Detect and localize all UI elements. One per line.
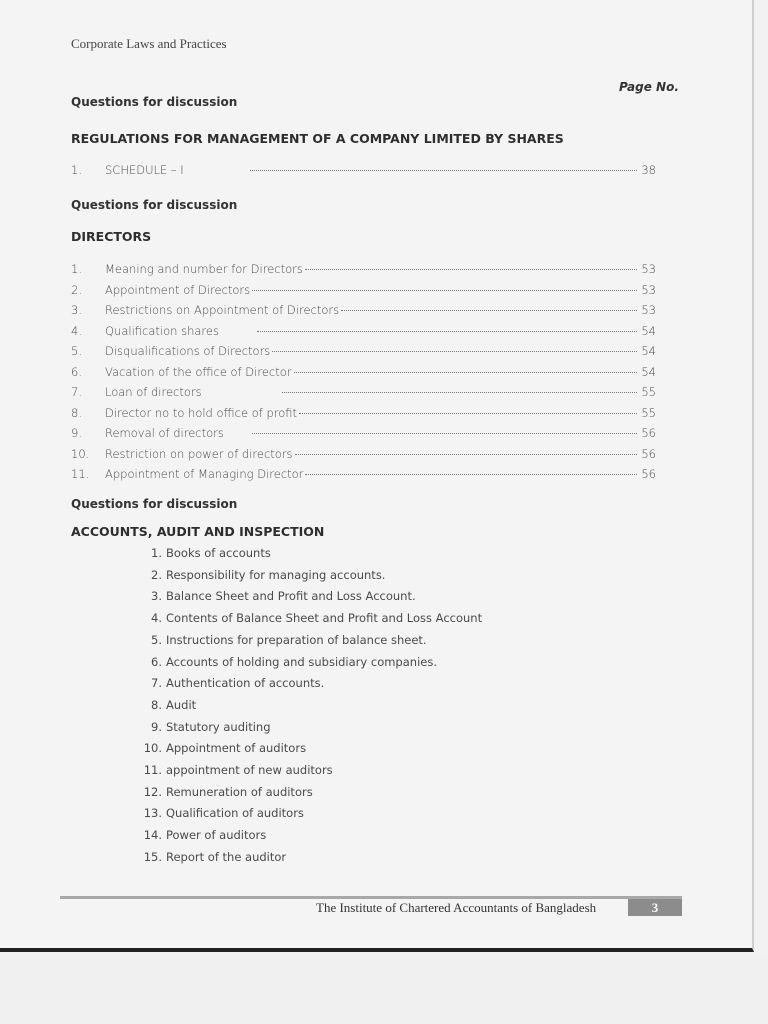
list-item-title: Remuneration of auditors xyxy=(166,784,313,799)
list-item xyxy=(134,611,482,629)
section-title-directors: DIRECTORS xyxy=(71,229,152,244)
list-item-number: 2. xyxy=(151,567,162,582)
toc-entry xyxy=(71,262,656,280)
toc-entry-number: 4. xyxy=(71,323,82,338)
footer-page-number: 3 xyxy=(628,899,682,916)
toc-entry xyxy=(71,467,656,485)
toc-entry-page: 53 xyxy=(641,282,656,297)
list-item xyxy=(134,589,416,607)
toc-entry xyxy=(71,283,656,301)
dot-leader xyxy=(252,290,637,291)
toc-entry-number: 9. xyxy=(71,426,82,440)
toc-entry-page: 53 xyxy=(641,262,656,276)
list-item-number: 4. xyxy=(151,611,162,626)
list-item xyxy=(134,720,271,738)
list-item-number: 15. xyxy=(143,849,162,864)
toc-entry-number: 3. xyxy=(71,303,82,317)
list-item-number: 9. xyxy=(151,719,162,734)
list-item xyxy=(134,828,266,846)
dot-leader xyxy=(295,454,637,455)
list-item-title: Accounts of holding and subsidiary companies. xyxy=(166,654,437,669)
toc-entry-page: 56 xyxy=(641,467,656,481)
list-item-number: 1. xyxy=(151,546,162,560)
list-item-number: 5. xyxy=(151,632,162,647)
toc-entry-title: Removal of directors xyxy=(105,426,224,440)
list-item xyxy=(134,763,333,781)
list-item xyxy=(134,633,427,651)
dot-leader xyxy=(294,372,638,373)
section-title-accounts: ACCOUNTS, AUDIT AND INSPECTION xyxy=(71,524,325,539)
toc-entry-title: SCHEDULE – I xyxy=(105,163,184,177)
dot-leader xyxy=(305,269,637,270)
list-item xyxy=(134,850,286,868)
toc-entry-number: 8. xyxy=(71,405,82,420)
toc-entry xyxy=(71,324,656,342)
questions-for-discussion-heading: Questions for discussion xyxy=(71,95,238,109)
toc-entry-title: Appointment of Directors xyxy=(105,282,251,297)
footer-institute-name: The Institute of Chartered Accountants of Bangladesh xyxy=(316,900,597,915)
list-item-title: Report of the auditor xyxy=(166,849,287,864)
dot-leader xyxy=(299,413,637,414)
toc-entry-number: 11. xyxy=(71,467,90,481)
section-title-regulations: REGULATIONS FOR MANAGEMENT OF A COMPANY LIMITED BY SHARES xyxy=(71,131,564,146)
list-item xyxy=(134,698,196,716)
toc-entry-title: Director no to hold office of profit xyxy=(105,405,298,420)
toc-entry-page: 55 xyxy=(641,405,656,420)
list-item-number: 10. xyxy=(143,741,162,756)
toc-entry-title: Restrictions on Appointment of Directors xyxy=(105,303,340,317)
toc-entry-title: Vacation of the office of Director xyxy=(105,364,292,379)
list-item-title: appointment of new auditors xyxy=(166,763,333,777)
list-item-number: 7. xyxy=(151,676,162,691)
toc-entry-title: Loan of directors xyxy=(105,385,202,399)
toc-entry-page: 54 xyxy=(641,344,656,358)
list-item-title: Statutory auditing xyxy=(166,719,271,734)
list-item-title: Audit xyxy=(166,697,197,712)
toc-entry xyxy=(71,447,656,465)
dot-leader xyxy=(252,433,637,434)
toc-entry xyxy=(71,365,656,383)
list-item-title: Instructions for preparation of balance sheet. xyxy=(166,632,427,647)
page-no-column-header: Page No. xyxy=(619,80,679,94)
dot-leader xyxy=(305,474,637,475)
toc-entry-title: Disqualifications of Directors xyxy=(105,344,271,358)
toc-entry xyxy=(71,163,656,181)
toc-entry-number: 1. xyxy=(71,262,82,276)
toc-entry-page: 55 xyxy=(641,385,656,399)
list-item xyxy=(134,655,437,673)
list-item xyxy=(134,568,385,586)
toc-entry-number: 1. xyxy=(71,163,82,177)
dot-leader xyxy=(257,331,637,332)
toc-entry xyxy=(71,303,656,321)
questions-for-discussion-heading: Questions for discussion xyxy=(71,497,238,511)
toc-entry-title: Meaning and number for Directors xyxy=(105,262,303,276)
toc-entry-page: 38 xyxy=(641,163,656,177)
list-item-title: Contents of Balance Sheet and Profit and Loss Account xyxy=(166,611,483,626)
list-item-number: 6. xyxy=(151,654,162,669)
toc-entry-number: 10. xyxy=(71,446,90,461)
list-item xyxy=(134,546,271,564)
footer-rule xyxy=(60,896,682,899)
list-item xyxy=(134,676,324,694)
toc-entry-page: 53 xyxy=(641,303,656,317)
running-head: Corporate Laws and Practices xyxy=(71,36,227,51)
dot-leader xyxy=(272,351,637,352)
list-item-title: Balance Sheet and Profit and Loss Account. xyxy=(166,589,416,604)
dot-leader xyxy=(341,310,637,311)
list-item xyxy=(134,741,306,759)
list-item xyxy=(134,806,304,824)
toc-entry-title: Qualification shares xyxy=(105,323,219,338)
toc-entry-number: 5. xyxy=(71,344,82,358)
toc-entry xyxy=(71,344,656,362)
list-item-number: 3. xyxy=(151,589,162,604)
list-item-number: 11. xyxy=(143,763,162,777)
list-item-number: 13. xyxy=(143,806,162,821)
toc-entry-title: Restriction on power of directors xyxy=(105,446,293,461)
toc-entry-page: 56 xyxy=(641,426,656,440)
list-item-number: 14. xyxy=(143,828,162,843)
toc-entry-number: 2. xyxy=(71,282,82,297)
toc-entry-number: 6. xyxy=(71,364,82,379)
list-item-title: Qualification of auditors xyxy=(166,806,304,821)
toc-entry xyxy=(71,406,656,424)
list-item-title: Books of accounts xyxy=(166,546,271,560)
toc-entry xyxy=(71,426,656,444)
toc-entry xyxy=(71,385,656,403)
toc-entry-number: 7. xyxy=(71,385,82,399)
list-item-title: Authentication of accounts. xyxy=(166,676,325,691)
toc-entry-page: 54 xyxy=(641,323,656,338)
scan-background xyxy=(0,956,768,1024)
list-item-title: Appointment of auditors xyxy=(166,741,307,756)
list-item-title: Responsibility for managing accounts. xyxy=(166,567,386,582)
toc-entry-page: 54 xyxy=(641,364,656,379)
list-item xyxy=(134,785,313,803)
list-item-number: 12. xyxy=(143,784,162,799)
list-item-number: 8. xyxy=(151,697,162,712)
list-item-title: Power of auditors xyxy=(166,828,267,843)
dot-leader xyxy=(282,392,637,393)
toc-entry-title: Appointment of Managing Director xyxy=(105,467,304,481)
dot-leader xyxy=(250,170,637,171)
toc-entry-page: 56 xyxy=(641,446,656,461)
questions-for-discussion-heading: Questions for discussion xyxy=(71,198,238,212)
